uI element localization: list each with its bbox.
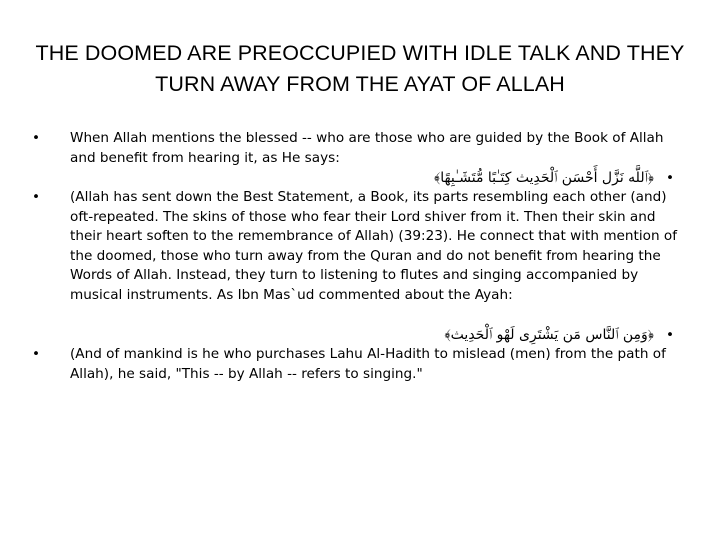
- bullet-text: (Allah has sent down the Best Statement, a Book, its parts resembling each other (and) oft-repeated. The skins of those who fear their Lord shiver from it. Then their skin and their heart soften to the remembrance of Allah) (39:23). He connect that with mention of the doomed, those who turn away from the Quran and do not benefit from hearing the Words of Allah. Instead, they turn to listening to flutes and singing accompanied by musical instruments. As Ibn Mas`ud commented about the Ayah:: [70, 189, 677, 303]
- arabic-verse: ﴿ﻭَﻣِﻦ ﭐﻟﻨَّﺎﺱ ﻣَﻦ ﻳَﺸْﺘَﺮِﻯ ﻟَﻬْﻮ ﭐﻟْﺤَﺪِﻳﺚ﴾: [444, 327, 654, 343]
- arabic-verse-line: [30, 168, 690, 188]
- bullet-icon: •: [31, 130, 41, 146]
- arabic-verse: ﴿ﭐﻟﻠَّﻪ ﻧَﺰَّﻝ ﺃَﺣْﺴَﻦ ﭐﻟْﺤَﺪِﻳﺚ ﻛِﺘَـٰﺒًﺎ ﻣُّﺘَﺸَـٰﺒِﻬًﺎ﴾: [434, 170, 654, 186]
- bullet-text: (And of mankind is he who purchases Lahu Al-Hadith to mislead (men) from the path of Allah), he said, "This -- by Allah -- refers to singing.": [70, 346, 666, 382]
- slide-content: [30, 129, 690, 384]
- bullet-icon: •: [31, 189, 41, 205]
- bullet-text: When Allah mentions the blessed -- who are those who are guided by the Book of Allah and benefit from hearing it, as He says:: [70, 130, 664, 166]
- bullet-icon: •: [665, 327, 674, 343]
- bullet-icon: •: [665, 170, 674, 186]
- bullet-item: [30, 345, 690, 384]
- bullet-item: [30, 129, 690, 168]
- bullet-icon: •: [31, 346, 41, 362]
- arabic-verse-line: [30, 325, 690, 345]
- slide-title: THE DOOMED ARE PREOCCUPIED WITH IDLE TALK AND THEY TURN AWAY FROM THE AYAT OF ALLAH: [35, 41, 685, 96]
- bullet-item: [30, 188, 690, 305]
